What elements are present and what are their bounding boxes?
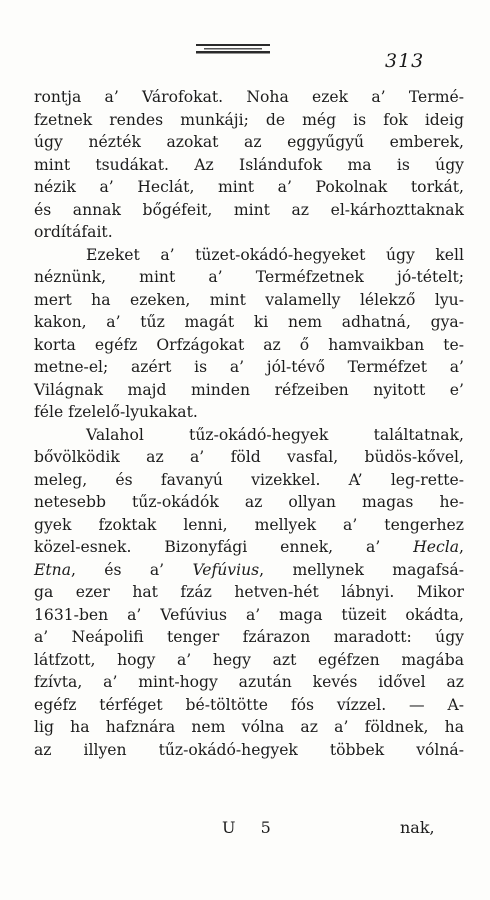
text-line: korta egéfz Orfzágokat az ő hamvaikban te- bbox=[34, 335, 464, 354]
text-line: gyek fzoktak lenni, mellyek a’ tengerhez bbox=[34, 515, 464, 534]
page-footer bbox=[0, 818, 490, 848]
text-line: meleg, és favanyú vizekkel. A’ leg-rette- bbox=[34, 470, 464, 489]
text-line: kakon, a’ tűz magát ki nem adhatná, gya- bbox=[34, 313, 464, 331]
text-line: mint tsudákat. Az Islándufok ma is úgy bbox=[34, 155, 464, 174]
text-line: fzetnek rendes munkáji; de még is fok ideig bbox=[34, 110, 464, 129]
text-line: rontja a’ Várofokat. Noha ezek a’ Termé- bbox=[34, 88, 464, 106]
text-line: közel-esnek. Bizonyfági ennek, a’ Hecla, bbox=[34, 538, 464, 556]
text-line: ga ezer hat fzáz hetven-hét lábnyi. Mikor bbox=[34, 583, 464, 601]
text-line: Etna, és a’ Vefúvius, mellynek magafsá- bbox=[34, 560, 464, 579]
text-line: úgy nézték azokat az eggyűgyű emberek, bbox=[34, 133, 464, 151]
text-line: netesebb tűz-okádók az ollyan magas he- bbox=[34, 493, 464, 511]
text-line: egéfz térféget bé-töltötte fós vízzel. — A- bbox=[34, 695, 464, 714]
body-text bbox=[34, 86, 464, 761]
text-line: bővölködik az a’ föld vasfal, büdös-kővel, bbox=[34, 448, 464, 466]
text-line: Valahol tűz-okádó-hegyek találtatnak, bbox=[86, 425, 464, 444]
text-line: az illyen tűz-okádó-hegyek többek vólná- bbox=[34, 740, 464, 759]
page-number: 313 bbox=[385, 50, 425, 72]
text-line: és annak bőgéfeit, mint az el-kárhozttaknak bbox=[34, 200, 464, 219]
text-line: metne-el; azért is a’ jól-tévő Terméfzet a’ bbox=[34, 358, 464, 376]
text-line: ordítáfait. bbox=[34, 223, 113, 241]
catchword: nak, bbox=[400, 818, 435, 837]
text-line: látfzott, hogy a’ hegy azt egéfzen magába bbox=[34, 650, 464, 669]
text-line: a’ Neápolifi tenger fzárazon maradott: úgy bbox=[34, 628, 464, 646]
text-line: néznünk, mint a’ Terméfzetnek jó-tételt; bbox=[34, 268, 464, 286]
text-line: mert ha ezeken, mint valamelly lélekző lyu- bbox=[34, 290, 464, 309]
header-ornament-icon bbox=[196, 44, 270, 56]
text-line: 1631-ben a’ Vefúvius a’ maga tüzeit okádta, bbox=[34, 605, 464, 624]
signature-mark: U 5 bbox=[222, 818, 281, 837]
text-line: féle fzelelő-lyukakat. bbox=[34, 403, 198, 421]
text-line: lig ha hafznára nem vólna az a’ földnek, ha bbox=[34, 718, 464, 736]
text-line: Világnak majd minden réfzeiben nyitott e’ bbox=[34, 380, 464, 399]
text-line: fzívta, a’ mint-hogy azután kevés idővel az bbox=[34, 673, 464, 691]
text-line: nézik a’ Heclát, mint a’ Pokolnak torkát, bbox=[34, 178, 464, 196]
text-line: Ezeket a’ tüzet-okádó-hegyeket úgy kell bbox=[86, 245, 464, 264]
